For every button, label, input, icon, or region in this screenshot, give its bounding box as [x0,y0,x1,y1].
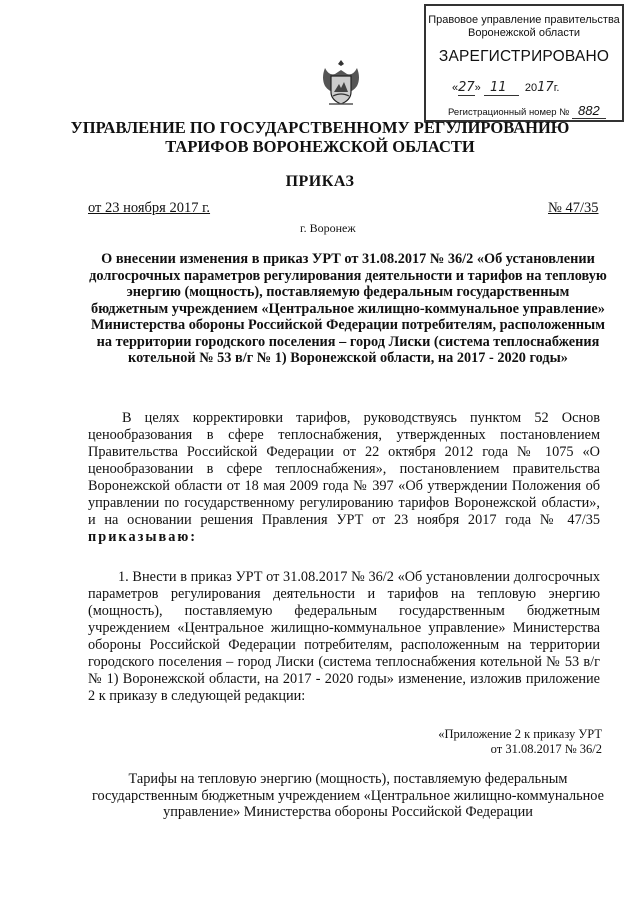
order-city: г. Воронеж [300,221,356,235]
order-number: № 47/35 [548,200,599,216]
stamp-date: «27» 11 2017г. [452,80,560,95]
stamp-org-line1: Правовое управление правительства [428,14,620,26]
stamp-year-end: г. [553,82,560,94]
stamp-status: ЗАРЕГИСТРИРОВАНО [438,48,610,65]
preamble-text: В целях корректировки тарифов, руководствуясь пунктом 52 Основ ценообразования в сфере теплоснабжения, утвержденных постановлением Правительства Российской Федерации от 22 октября 2012 года № 1075 «О ценообразовании в сфере теплоснабжения», постановлением правительства Воронежской области от 18 мая 2009 года № 397 «Об утверждении Положения об управлении по государственному регулированию тарифов Воронежской области», и на основании решения Правления УРТ от 23 ноября 2017 года № 47/35 [88,410,600,528]
coat-of-arms-icon [319,58,363,108]
order-subject: О внесении изменения в приказ УРТ от 31.08.2017 № 36/2 «Об установлении долгосрочных параметров регулирования деятельности и тарифов на тепловую энергию (мощность), поставляемую федеральным государственным бюджетным учреждением «Центральное жилищно-коммунальное управление» Министерства обороны Российской Федерации потребителям, расположенным на территории городского поселения – город Лиски (система теплоснабжения котельной № 53 в/г № 1) Воронежской области, на 2017 - 2020 годы» [89,251,607,366]
tariff-title: Тарифы на тепловую энергию (мощность), поставляемую федеральным государственным бюджетным учреждением «Центральное жилищно-коммунальное управление» Министерства обороны Российской Федерации [92,771,604,820]
preamble-emphasis: приказываю: [88,529,198,545]
preamble-paragraph [88,410,600,546]
registration-stamp [424,4,624,122]
clause-1-paragraph: 1. Внести в приказ УРТ от 31.08.2017 № 36/2 «Об установлении долгосрочных параметров регулирования деятельности и тарифов на тепловую энергию (мощность), поставляемую федеральным государственным бюджетным учреждением «Центральное жилищно-коммунальное управление» Министерства обороны Российской Федерации потребителям, расположенным на территории городского поселения – город Лиски (система теплоснабжения котельной № 53 в/г № 1) Воронежской области, на 2017 - 2020 годы» изменение, изложив приложение 2 к приказу в следующей редакции: [88,569,600,704]
stamp-reg-value: 882 [572,103,606,119]
department-name-line2: ТАРИФОВ ВОРОНЕЖСКОЙ ОБЛАСТИ [165,137,475,156]
document-type: ПРИКАЗ [285,173,355,190]
appendix-ref-line1: «Приложение 2 к приказу УРТ [438,727,602,741]
stamp-reg-label: Регистрационный номер № [448,107,570,118]
stamp-day: 27 [458,80,475,95]
stamp-year-suffix: 17 [537,80,554,95]
appendix-ref-line2: от 31.08.2017 № 36/2 [490,742,602,756]
stamp-org-line2: Воронежской области [467,27,580,39]
stamp-reg-number [448,103,606,118]
stamp-month: 11 [489,80,507,95]
department-name-line1: УПРАВЛЕНИЕ ПО ГОСУДАРСТВЕННОМУ РЕГУЛИРОВАНИЮ [70,118,570,137]
order-date: от 23 ноября 2017 г. [88,200,211,216]
stamp-year-prefix: 20 [524,82,538,94]
